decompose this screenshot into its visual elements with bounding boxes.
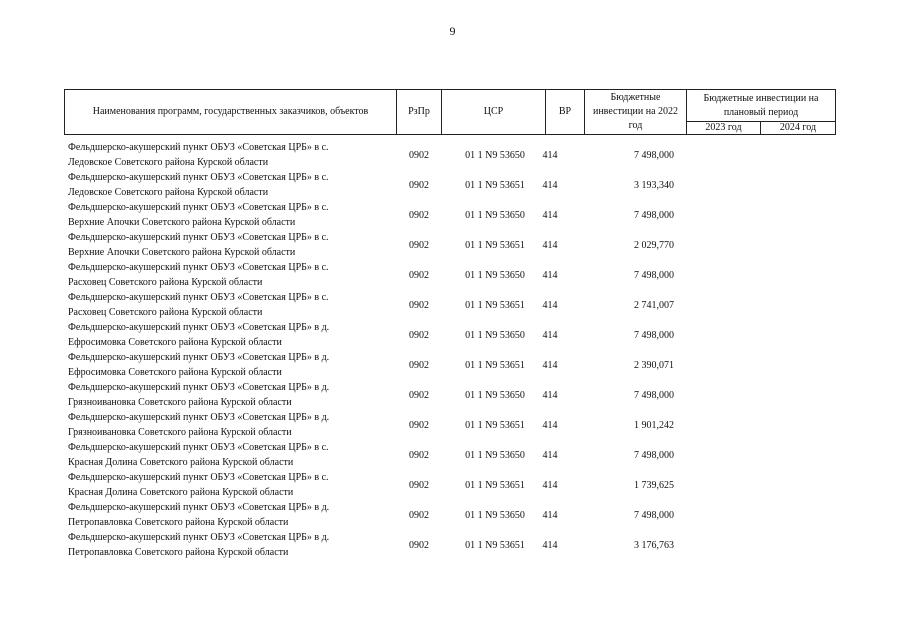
header-planned-period xyxy=(687,90,835,134)
object-name-line2: Петропавловка Советского района Курской области xyxy=(68,547,289,558)
csr-code: 01 1 N9 53651 xyxy=(465,299,525,311)
table-row xyxy=(64,500,836,530)
vr-code: 414 xyxy=(542,479,558,491)
object-name xyxy=(68,290,368,320)
header-year-2024: 2024 год xyxy=(779,122,817,133)
rzpr-code: 0902 xyxy=(409,329,429,341)
csr-code: 01 1 N9 53651 xyxy=(465,539,525,551)
table-row xyxy=(64,320,836,350)
rzpr-code: 0902 xyxy=(409,449,429,461)
rzpr-code: 0902 xyxy=(409,149,429,161)
amount-2022: 7 498,000 xyxy=(634,389,674,401)
vr-code: 414 xyxy=(542,359,558,371)
object-name-line1: Фельдшерско-акушерский пункт ОБУЗ «Советская ЦРБ» в с. xyxy=(68,232,329,243)
csr-code: 01 1 N9 53650 xyxy=(465,209,525,221)
csr-code: 01 1 N9 53651 xyxy=(465,479,525,491)
object-name xyxy=(68,410,368,440)
amount-2022: 7 498,000 xyxy=(634,449,674,461)
object-name xyxy=(68,200,368,230)
table-body xyxy=(64,140,836,560)
vr-code: 414 xyxy=(542,269,558,281)
object-name-line2: Расховец Советского района Курской области xyxy=(68,307,263,318)
rzpr-code: 0902 xyxy=(409,209,429,221)
object-name-line2: Грязноивановка Советского района Курской области xyxy=(68,397,292,408)
csr-code: 01 1 N9 53650 xyxy=(465,389,525,401)
object-name-line1: Фельдшерско-акушерский пункт ОБУЗ «Советская ЦРБ» в с. xyxy=(68,142,329,153)
vr-code: 414 xyxy=(542,209,558,221)
csr-code: 01 1 N9 53651 xyxy=(465,419,525,431)
csr-code: 01 1 N9 53650 xyxy=(465,269,525,281)
object-name-line1: Фельдшерско-акушерский пункт ОБУЗ «Советская ЦРБ» в д. xyxy=(68,502,330,513)
object-name xyxy=(68,170,368,200)
vr-code: 414 xyxy=(542,389,558,401)
csr-code: 01 1 N9 53650 xyxy=(465,149,525,161)
object-name-line1: Фельдшерско-акушерский пункт ОБУЗ «Советская ЦРБ» в с. xyxy=(68,172,329,183)
header-vr: ВР xyxy=(546,90,585,134)
object-name-line2: Верхние Апочки Советского района Курской области xyxy=(68,217,296,228)
table-row xyxy=(64,200,836,230)
header-planned-label: Бюджетные инвестиции на плановый период xyxy=(687,90,835,122)
object-name xyxy=(68,320,368,350)
object-name xyxy=(68,260,368,290)
vr-code: 414 xyxy=(542,419,558,431)
header-budget-2022: Бюджетные инвестиции на 2022 год xyxy=(585,90,687,134)
object-name-line1: Фельдшерско-акушерский пункт ОБУЗ «Советская ЦРБ» в с. xyxy=(68,292,329,303)
vr-code: 414 xyxy=(542,299,558,311)
table-row xyxy=(64,290,836,320)
amount-2022: 7 498,000 xyxy=(634,269,674,281)
object-name-line1: Фельдшерско-акушерский пункт ОБУЗ «Советская ЦРБ» в с. xyxy=(68,472,329,483)
object-name xyxy=(68,230,368,260)
object-name-line2: Расховец Советского района Курской области xyxy=(68,277,263,288)
csr-code: 01 1 N9 53651 xyxy=(465,359,525,371)
vr-code: 414 xyxy=(542,509,558,521)
object-name xyxy=(68,140,368,170)
header-rzpr: РзПр xyxy=(397,90,442,134)
vr-code: 414 xyxy=(542,329,558,341)
rzpr-code: 0902 xyxy=(409,269,429,281)
amount-2022: 3 176,763 xyxy=(634,539,674,551)
table-header xyxy=(64,89,836,135)
vr-code: 414 xyxy=(542,149,558,161)
table-row xyxy=(64,410,836,440)
amount-2022: 1 739,625 xyxy=(634,479,674,491)
rzpr-code: 0902 xyxy=(409,509,429,521)
csr-code: 01 1 N9 53651 xyxy=(465,179,525,191)
object-name-line1: Фельдшерско-акушерский пункт ОБУЗ «Советская ЦРБ» в д. xyxy=(68,412,330,423)
object-name-line2: Ефросимовка Советского района Курской области xyxy=(68,337,282,348)
rzpr-code: 0902 xyxy=(409,179,429,191)
rzpr-code: 0902 xyxy=(409,299,429,311)
object-name-line1: Фельдшерско-акушерский пункт ОБУЗ «Советская ЦРБ» в с. xyxy=(68,442,329,453)
table-row xyxy=(64,230,836,260)
amount-2022: 3 193,340 xyxy=(634,179,674,191)
table-row xyxy=(64,440,836,470)
object-name xyxy=(68,500,368,530)
table-row xyxy=(64,470,836,500)
vr-code: 414 xyxy=(542,239,558,251)
rzpr-code: 0902 xyxy=(409,539,429,551)
rzpr-code: 0902 xyxy=(409,389,429,401)
table-row xyxy=(64,380,836,410)
amount-2022: 2 029,770 xyxy=(634,239,674,251)
header-csr: ЦСР xyxy=(442,90,546,134)
object-name-line2: Грязноивановка Советского района Курской области xyxy=(68,427,292,438)
rzpr-code: 0902 xyxy=(409,359,429,371)
object-name xyxy=(68,440,368,470)
table-row xyxy=(64,260,836,290)
amount-2022: 2 741,007 xyxy=(634,299,674,311)
table-row xyxy=(64,530,836,560)
rzpr-code: 0902 xyxy=(409,479,429,491)
object-name-line1: Фельдшерско-акушерский пункт ОБУЗ «Советская ЦРБ» в с. xyxy=(68,262,329,273)
header-name: Наименования программ, государственных заказчиков, объектов xyxy=(65,90,397,134)
object-name-line2: Красная Долина Советского района Курской области xyxy=(68,487,294,498)
table-row xyxy=(64,170,836,200)
header-year-2023: 2023 год xyxy=(687,122,761,134)
table-row xyxy=(64,140,836,170)
object-name xyxy=(68,350,368,380)
page-number: 9 xyxy=(449,24,456,38)
vr-code: 414 xyxy=(542,449,558,461)
object-name xyxy=(68,470,368,500)
rzpr-code: 0902 xyxy=(409,419,429,431)
table-row xyxy=(64,350,836,380)
object-name-line1: Фельдшерско-акушерский пункт ОБУЗ «Советская ЦРБ» в с. xyxy=(68,202,329,213)
rzpr-code: 0902 xyxy=(409,239,429,251)
object-name-line2: Петропавловка Советского района Курской области xyxy=(68,517,289,528)
object-name-line1: Фельдшерско-акушерский пункт ОБУЗ «Советская ЦРБ» в д. xyxy=(68,532,330,543)
object-name-line2: Ледовское Советского района Курской области xyxy=(68,187,269,198)
object-name-line2: Ледовское Советского района Курской области xyxy=(68,157,269,168)
amount-2022: 1 901,242 xyxy=(634,419,674,431)
object-name-line1: Фельдшерско-акушерский пункт ОБУЗ «Советская ЦРБ» в д. xyxy=(68,382,330,393)
amount-2022: 2 390,071 xyxy=(634,359,674,371)
object-name xyxy=(68,530,368,560)
object-name-line2: Красная Долина Советского района Курской области xyxy=(68,457,294,468)
amount-2022: 7 498,000 xyxy=(634,209,674,221)
vr-code: 414 xyxy=(542,179,558,191)
csr-code: 01 1 N9 53651 xyxy=(465,239,525,251)
amount-2022: 7 498,000 xyxy=(634,149,674,161)
amount-2022: 7 498,000 xyxy=(634,329,674,341)
object-name-line1: Фельдшерско-акушерский пункт ОБУЗ «Советская ЦРБ» в д. xyxy=(68,322,330,333)
object-name xyxy=(68,380,368,410)
csr-code: 01 1 N9 53650 xyxy=(465,449,525,461)
csr-code: 01 1 N9 53650 xyxy=(465,329,525,341)
vr-code: 414 xyxy=(542,539,558,551)
object-name-line1: Фельдшерско-акушерский пункт ОБУЗ «Советская ЦРБ» в д. xyxy=(68,352,330,363)
amount-2022: 7 498,000 xyxy=(634,509,674,521)
csr-code: 01 1 N9 53650 xyxy=(465,509,525,521)
object-name-line2: Верхние Апочки Советского района Курской области xyxy=(68,247,296,258)
object-name-line2: Ефросимовка Советского района Курской области xyxy=(68,367,282,378)
